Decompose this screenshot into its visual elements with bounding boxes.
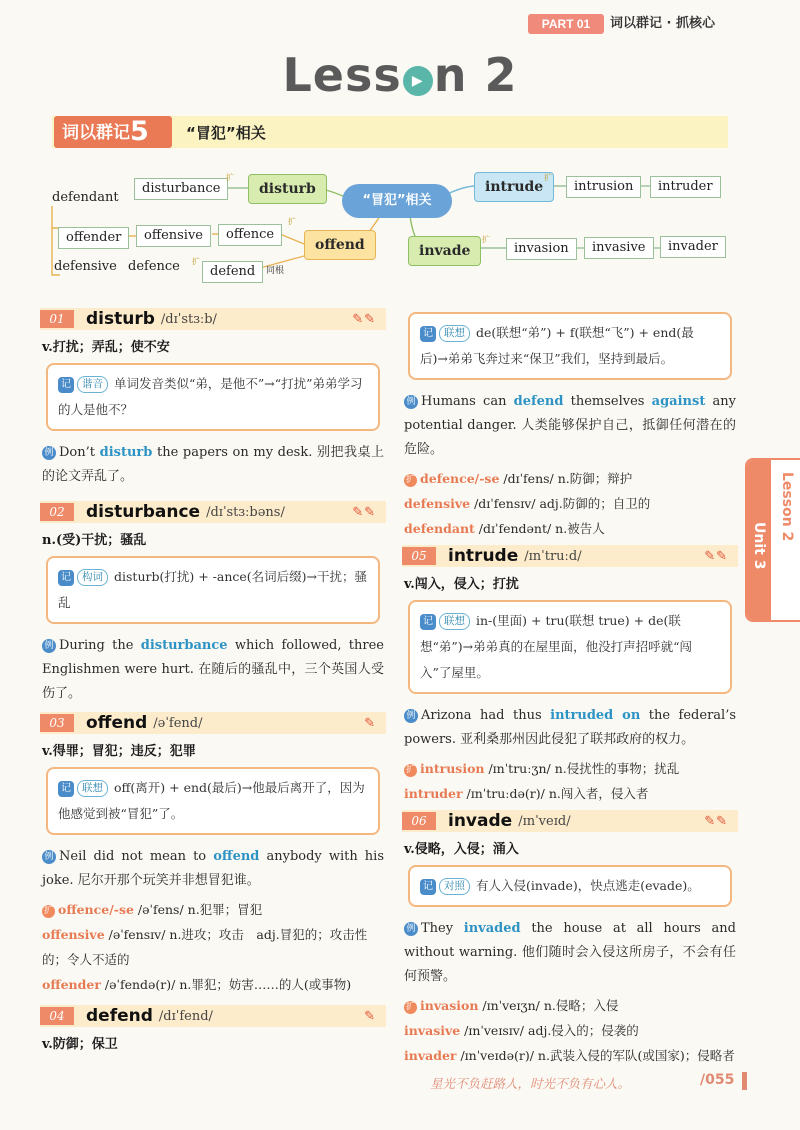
importance-marks: ✎ — [364, 715, 376, 731]
example-text: Don’t — [59, 445, 100, 460]
extend-mark: 扩 — [192, 257, 200, 266]
example-sentence — [42, 845, 384, 893]
extend-mark: 扩 — [226, 173, 234, 182]
derivative-word: invasive — [404, 1023, 461, 1038]
phonetic: /dɪˈstɜːbəns/ — [206, 504, 285, 520]
example-text: They — [421, 921, 464, 936]
phonetic: /ɪnˈtruːd/ — [524, 548, 582, 564]
entry-number: 06 — [402, 812, 436, 830]
memory-tip — [46, 767, 380, 835]
example-highlight: against — [651, 394, 706, 409]
memory-tip — [46, 363, 380, 431]
mindmap-offence: offence — [218, 224, 282, 246]
mindmap-disturb: disturb — [248, 174, 327, 204]
derivative-line — [404, 993, 736, 1018]
mindmap-defensive: defensive — [54, 259, 117, 274]
importance-marks: ✎✎ — [704, 548, 728, 564]
entry-header — [40, 712, 386, 734]
example-text: During the — [59, 638, 141, 653]
tip-label: 联想 — [439, 613, 470, 630]
definition: v.防御；保卫 — [42, 1037, 118, 1052]
tip-text: de(联想“弟”) + f(联想“飞”) + end(最后)→弟弟飞奔过来“保卫”我们，坚持到最后。 — [420, 325, 694, 366]
extend-icon: 扩 — [405, 765, 415, 775]
mindmap-invade: invade — [408, 236, 481, 266]
example-text: the federal’s powers. 亚利桑那州因此侵犯了联邦政府的权力。 — [404, 708, 736, 747]
example-text: the papers on my desk. 别把我桌上的论文弄乱了。 — [42, 445, 384, 484]
example-highlight: invaded — [463, 921, 521, 936]
phonetic: /dɪˈstɜːb/ — [160, 311, 217, 327]
lesson-label: Lesson 2 — [779, 472, 795, 542]
derivative-meaning: /ɪnˈveɪʒn/ n.侵略；入侵 — [478, 998, 619, 1013]
entry-number: 01 — [40, 310, 74, 328]
mindmap-defence: defence — [128, 259, 180, 274]
importance-marks: ✎✎ — [352, 504, 376, 520]
page-number: /055 — [700, 1072, 735, 1088]
mindmap-intrude: intrude — [474, 172, 554, 202]
same-root-mark: 同根 — [266, 266, 285, 276]
left-column — [40, 308, 386, 1060]
derivative-meaning: /əˈfensɪv/ n.进攻；攻击 adj.冒犯的；攻击性的；令人不适的 — [42, 927, 368, 967]
entry-number: 04 — [40, 1007, 74, 1025]
importance-marks: ✎✎ — [352, 311, 376, 327]
definition: v.闯入，侵入；打扰 — [404, 577, 519, 592]
entry-number: 02 — [40, 503, 74, 521]
unit-side-tab[interactable] — [745, 458, 800, 622]
extend-mark: 扩 — [544, 173, 552, 182]
derivative-word: defendant — [404, 521, 475, 536]
derivative-meaning: /ɪnˈtruːdə(r)/ n.闯入者，侵入者 — [462, 786, 649, 801]
right-column — [402, 312, 738, 1068]
phonetic: /ɪnˈveɪd/ — [518, 813, 571, 829]
derivative-meaning: /ɪnˈtruːʒn/ n.侵扰性的事物；扰乱 — [484, 761, 680, 776]
derivative-word: defensive — [404, 496, 471, 511]
importance-marks: ✎✎ — [704, 813, 728, 829]
example-text: anybody with his joke. 尼尔开那个玩笑并非想冒犯谁。 — [42, 849, 385, 888]
part-tag: PART 01 — [528, 14, 604, 34]
derivative-word: offensive — [42, 927, 105, 942]
example-sentence — [404, 704, 736, 752]
tip-label: 对照 — [439, 878, 470, 895]
example-text: themselves — [563, 394, 652, 409]
example-icon: 例 — [42, 850, 56, 864]
entry-header — [40, 308, 386, 330]
mindmap-offender: offender — [58, 227, 129, 249]
derivative-line — [42, 972, 384, 997]
extend-icon: 扩 — [405, 475, 415, 485]
example-icon: 例 — [404, 922, 418, 936]
entry-header — [402, 810, 738, 832]
extend-icon: 扩 — [405, 1002, 415, 1012]
title-part-2: n 2 — [433, 48, 518, 102]
derivative-meaning: /ɪnˈveɪsɪv/ adj.侵入的；侵袭的 — [460, 1023, 639, 1038]
example-sentence — [42, 441, 384, 489]
section-badge-number: 5 — [130, 116, 149, 147]
derivative-line — [404, 781, 736, 806]
tip-label: 联想 — [439, 325, 470, 342]
mindmap-offend: offend — [304, 230, 376, 260]
entry-header — [40, 501, 386, 523]
play-icon[interactable]: ▶ — [403, 66, 433, 96]
extend-icon: 扩 — [43, 906, 53, 916]
part-title: 词以群记 · 抓核心 — [610, 16, 715, 31]
example-sentence — [404, 917, 736, 989]
tip-text: in-(里面) + tru(联想 true) + de(联想“弟”)→弟弟真的在屋里面，他没打声招呼就“闯入”了屋里。 — [420, 613, 693, 680]
mindmap-defendant: defendant — [52, 190, 119, 205]
definition: v.侵略，入侵；涌入 — [404, 842, 519, 857]
tip-label: 谐音 — [77, 376, 108, 393]
section-title: “冒犯”相关 — [186, 124, 266, 142]
derivative-line — [404, 516, 736, 541]
headword: intrude — [448, 546, 519, 566]
example-highlight: disturb — [99, 445, 153, 460]
footer-bar — [742, 1072, 747, 1090]
tip-icon: 记 — [58, 781, 74, 797]
derivative-word: defence/-se — [420, 471, 500, 486]
phonetic: /əˈfend/ — [153, 715, 203, 731]
tip-icon: 记 — [420, 879, 436, 895]
derivative-line — [404, 466, 736, 491]
importance-marks: ✎ — [364, 1008, 376, 1024]
derivative-meaning: /dɪˈfendənt/ n.被告人 — [474, 521, 605, 536]
unit-label: Unit 3 — [747, 460, 771, 620]
derivative-meaning: /dɪˈfens/ n.防御；辩护 — [499, 471, 633, 486]
tip-icon: 记 — [420, 614, 436, 630]
mindmap-intruder: intruder — [650, 176, 721, 198]
derivative-line — [404, 1043, 736, 1068]
headword: disturb — [86, 309, 155, 329]
tip-label: 联想 — [77, 780, 108, 797]
example-icon: 例 — [42, 446, 56, 460]
mindmap-disturbance: disturbance — [134, 178, 228, 200]
derivative-line — [404, 1018, 736, 1043]
mindmap-invasion: invasion — [506, 238, 577, 260]
mindmap-center: “冒犯”相关 — [342, 184, 452, 218]
memory-tip — [408, 865, 732, 907]
mindmap-offensive: offensive — [136, 225, 211, 247]
example-text: the house at all hours and without warning. 他们随时会入侵这所房子，不会有任何预警。 — [404, 921, 737, 984]
mindmap-intrusion: intrusion — [566, 176, 641, 198]
derivative-word: offence/-se — [58, 902, 134, 917]
example-text: Humans can — [421, 394, 514, 409]
definition: v.打扰；弄乱；使不安 — [42, 340, 170, 355]
derivative-meaning: /ɪnˈveɪdə(r)/ n.武装入侵的军队(或国家)；侵略者 — [456, 1048, 735, 1063]
headword: defend — [86, 1006, 153, 1026]
example-sentence — [404, 390, 736, 462]
memory-tip — [408, 312, 732, 380]
tip-text: 有人入侵(invade)，快点逃走(evade)。 — [476, 878, 700, 893]
derivative-meaning: /dɪˈfensɪv/ adj.防御的；自卫的 — [470, 496, 651, 511]
entry-header — [40, 1005, 386, 1027]
example-text: any potential danger. 人类能够保护自己，抵御任何潜在的危险。 — [404, 394, 736, 457]
derivative-line — [404, 756, 736, 781]
memory-tip — [46, 556, 380, 624]
example-highlight: disturbance — [140, 638, 228, 653]
derivative-line — [42, 922, 384, 972]
tip-text: 单词发音类似“弟，是他不”→“打扰”弟弟学习的人是他不？ — [58, 376, 363, 417]
derivative-line — [42, 897, 384, 922]
memory-tip — [408, 600, 732, 694]
derivative-word: intruder — [404, 786, 463, 801]
extend-mark: 扩 — [288, 217, 296, 226]
tip-label: 构词 — [77, 569, 108, 586]
derivative-line — [404, 491, 736, 516]
tip-icon: 记 — [420, 326, 436, 342]
example-icon: 例 — [42, 639, 56, 653]
entry-header — [402, 545, 738, 567]
derivative-word: intrusion — [420, 761, 485, 776]
example-text: which followed, three Englishmen were hurt. 在随后的骚乱中，三个英国人受伤了。 — [42, 638, 385, 701]
example-highlight: intruded on — [550, 708, 641, 723]
phonetic: /dɪˈfend/ — [158, 1008, 213, 1024]
example-highlight: defend — [513, 394, 564, 409]
mindmap-invasive: invasive — [584, 237, 654, 259]
title-part-1: Less — [282, 48, 402, 102]
footer-motto: 星光不负赶路人，时光不负有心人。 — [430, 1076, 631, 1091]
definition: v.得罪；冒犯；违反；犯罪 — [42, 744, 196, 759]
extend-mark: 扩 — [482, 235, 490, 244]
headword: invade — [448, 811, 513, 831]
derivative-meaning: /əˈfendə(r)/ n.罪犯；妨害……的人(或事物) — [100, 977, 352, 992]
tip-icon: 记 — [58, 377, 74, 393]
mindmap-defend: defend — [202, 261, 263, 283]
example-sentence — [42, 634, 384, 706]
entry-number: 05 — [402, 547, 436, 565]
tip-icon: 记 — [58, 570, 74, 586]
derivative-word: offender — [42, 977, 101, 992]
definition: n.(受)干扰；骚乱 — [42, 533, 147, 548]
example-text: Arizona had thus — [421, 708, 551, 723]
derivative-meaning: /əˈfens/ n.犯罪；冒犯 — [133, 902, 263, 917]
tip-text: off(离开) + end(最后)→他最后离开了，因为他感觉到被“冒犯”了。 — [58, 780, 365, 821]
derivative-word: invader — [404, 1048, 457, 1063]
headword: disturbance — [86, 502, 201, 522]
entry-number: 03 — [40, 714, 74, 732]
mindmap-invader: invader — [660, 236, 726, 258]
example-text: Neil did not mean to — [59, 849, 214, 864]
derivative-word: invasion — [420, 998, 479, 1013]
section-badge-label: 词以群记 — [62, 123, 130, 143]
example-icon: 例 — [404, 709, 418, 723]
example-icon: 例 — [404, 395, 418, 409]
tip-text: disturb(打扰) + -ance(名词后缀)→干扰；骚乱 — [58, 569, 367, 610]
headword: offend — [86, 713, 148, 733]
example-highlight: offend — [213, 849, 260, 864]
